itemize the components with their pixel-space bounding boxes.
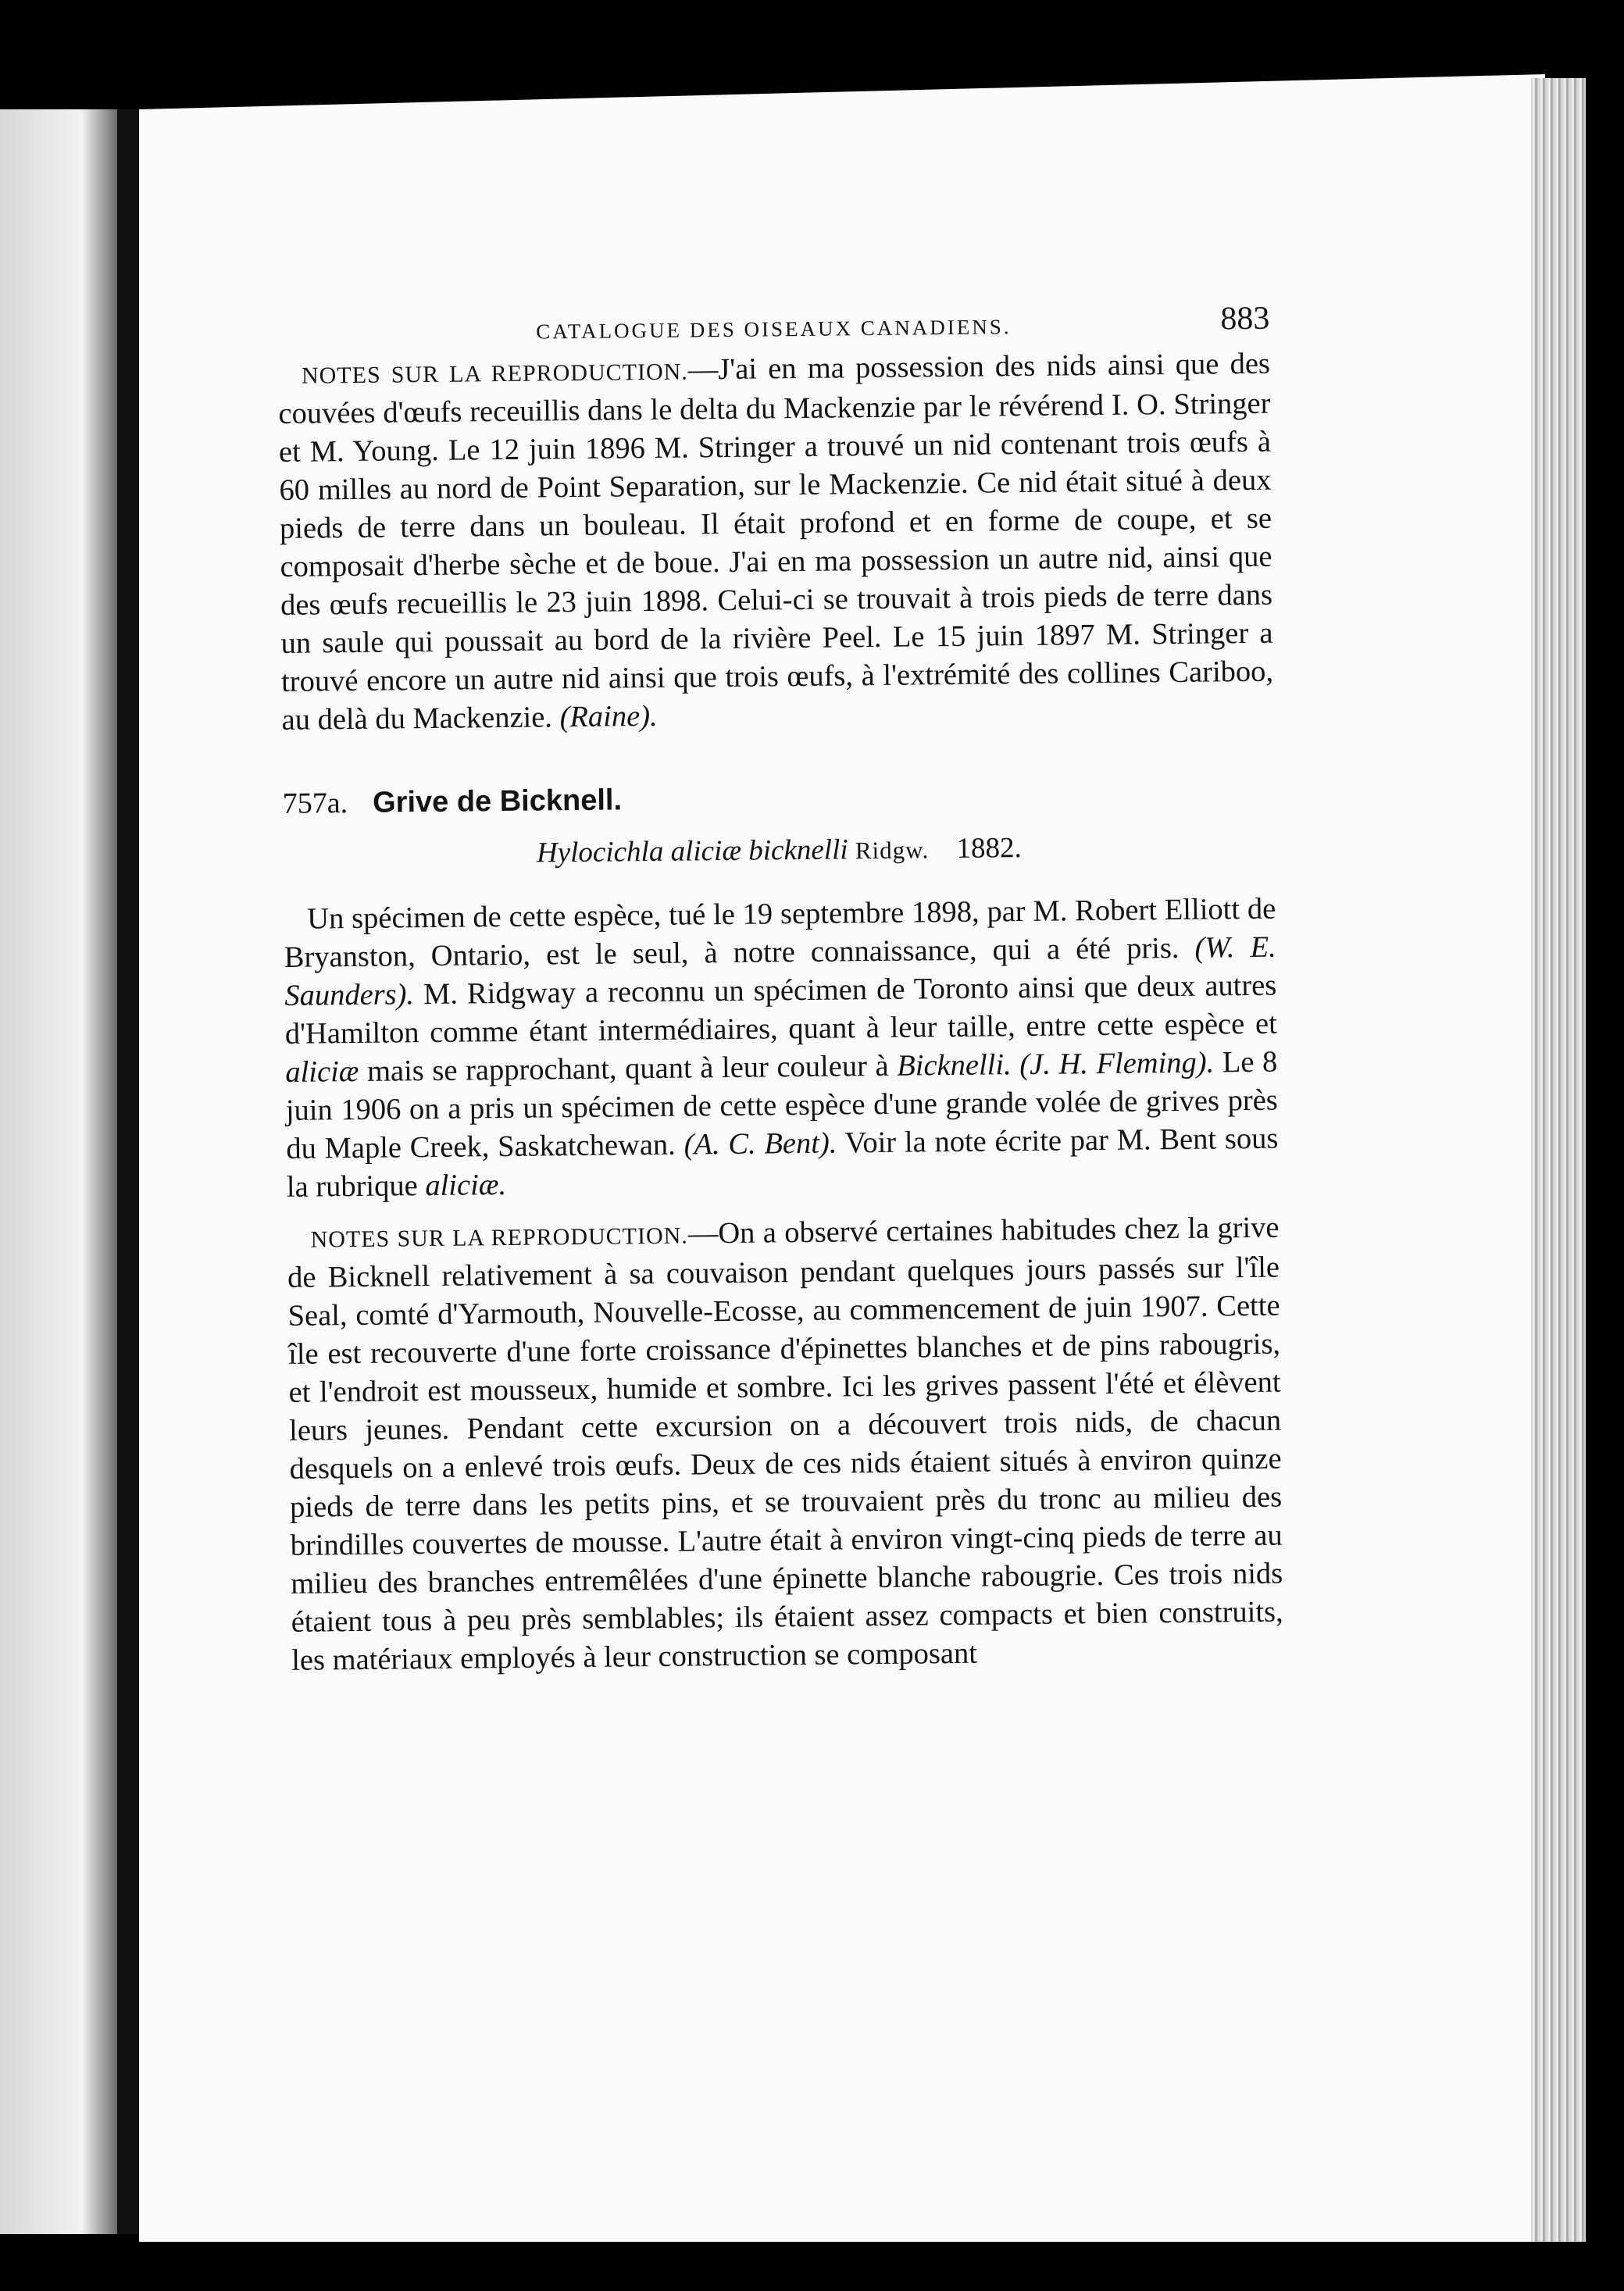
citation: (Raine). [559, 699, 658, 734]
species-heading [282, 770, 1275, 827]
species-number: 757a. [282, 787, 348, 820]
taxon-name: Bicknelli. [897, 1048, 1012, 1083]
scientific-name-line [283, 826, 1275, 876]
taxon-name: aliciæ. [425, 1168, 507, 1203]
page-number: 883 [1220, 300, 1270, 337]
citation: (W. E. Saunders). [284, 930, 1276, 1012]
breeding-notes-paragraph [278, 345, 1274, 740]
breeding-notes-text: —On a observé certaines habitudes chez la grive de Bicknell relativement à sa couvaison pendant quelques jours passés sur l'île Seal, comté d'Yarmouth, Nouvelle-Ecosse, au commencement de juin 1907. Cette île est recouverte d'une forte croissance d'épinettes blanches et de pins rabougris, et l'endroit est mousseux, humide et sombre. Ici les grives passent l'été et élèvent leurs jeunes. Pendant cette excursion on a découvert trois nids, de chacun desquels on a enlevé trois œufs. Deux de ces nids étaient situés à environ quinze pieds de terre dans les petits pins, et se trouvaient près du tronc au milieu des brindilles couvertes de mousse. L'autre était à environ vingt-cinq pieds de terre au milieu des branches entremêlées d'une épinette blanche rabougrie. Ces trois nids étaient tous à peu près semblables; ils étaient assez compacts et bien construits, les matériaux employés à leur construction se composant [287, 1211, 1283, 1677]
facing-page-edge [0, 109, 117, 2234]
species-description-paragraph [284, 890, 1279, 1207]
authority: Ridgw. [855, 836, 930, 865]
description-text: Un spécimen de cette espèce, tué le 19 septembre 1898, par M. Robert Elliott de Bryanston, Ontario, est le seul, à notre connaissance, qui a été pris. [284, 892, 1276, 974]
citation: (A. C. Bent). [684, 1126, 837, 1162]
breeding-notes-heading: NOTES SUR LA REPRODUCTION. [310, 1222, 689, 1253]
year: 1882. [956, 832, 1023, 865]
book-gutter [117, 109, 139, 2234]
description-text: M. Ridgway a reconnu un spécimen de Toronto ainsi que deux autres d'Hamilton comme étant intermédiaires, quant à leur taille, entre cette espèce et [284, 969, 1277, 1051]
description-text: Le 8 juin 1906 on a pris un spécimen de cette espèce d'une grande volée de grives près du Maple Creek, Saskatchewan. [285, 1045, 1279, 1165]
breeding-notes-heading: NOTES SUR LA REPRODUCTION. [301, 359, 688, 389]
citation: (J. H. Fleming). [1019, 1046, 1215, 1082]
description-text: mais se rapprochant, quant à leur couleur à [366, 1049, 889, 1088]
taxon-name: aliciæ [285, 1055, 359, 1089]
description-text: Voir la note écrite par M. Bent sous la rubrique [286, 1122, 1279, 1204]
species-title: Grive de Bicknell. [372, 783, 623, 819]
scientific-name: Hylocichla aliciæ bicknelli [536, 833, 848, 869]
running-title: CATALOGUE DES OISEAUX CANADIENS. [536, 315, 1012, 344]
breeding-notes-paragraph [287, 1209, 1283, 1680]
breeding-notes-text: —J'ai en ma possession des nids ainsi que des couvées d'œufs receuillis dans le delta du Mackenzie par le révérend I. O. Stringer et M. Young. Le 12 juin 1896 M. Stringer a trouvé un nid contenant trois œufs à 60 milles au nord de Point Separation, sur le Mackenzie. Ce nid était situé à deux pieds de terre dans un bouleau. Il était profond et en forme de coupe, et se composait d'herbe sèche et de boue. J'ai en ma possession un autre nid, ainsi que des œufs recueillis le 23 juin 1898. Celui-ci se trouvait à trois pieds de terre dans un saule qui poussait au bord de la rivière Peel. Le 15 juin 1897 M. Stringer a trouvé encore un autre nid ainsi que trois œufs, à l'extrémité des collines Cariboo, au delà du Mackenzie. [278, 347, 1274, 737]
page-stack-edges [1531, 78, 1586, 2242]
page-text-block [277, 291, 1286, 1894]
running-head [277, 291, 1270, 355]
